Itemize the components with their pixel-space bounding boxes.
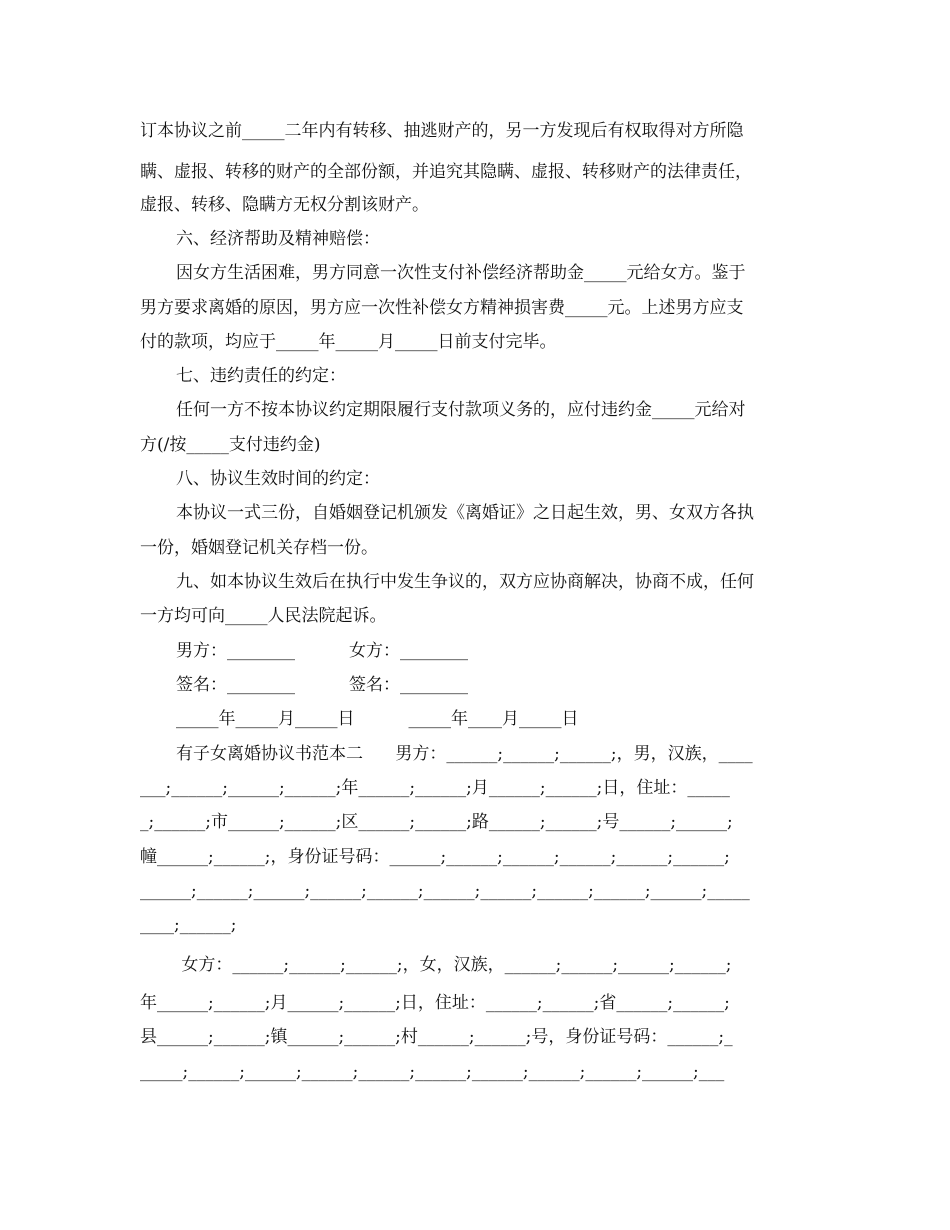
form-line: 年______;______;月______;______;日，住址：______;______;省______;______; [140,993,730,1013]
paragraph-line: 虚报、转移、隐瞒方无权分割该财产。 [140,195,429,215]
section-heading: 八、协议生效时间的约定： [176,469,380,489]
form-line: ___;______;______;______;年______;______;月______;______;日，住址：_____ [140,778,730,798]
paragraph-line: 订本协议之前_____二年内有转移、抽逃财产的，另一方发现后有权取得对方所隐 [140,121,744,141]
form-line: 县______;______;镇______;______;村______;______;号，身份证号码：______;_ [140,1027,733,1047]
signature-party-line: 男方：________ 女方：________ [176,641,469,661]
paragraph-line: 一方均可向_____人民法院起诉。 [140,606,387,626]
paragraph-line: 一份，婚姻登记机关存档一份。 [140,538,378,558]
section-heading: 七、违约责任的约定： [176,366,346,386]
template-title-line: 有子女离婚协议书范本二 男方：______;______;______;，男，汉族，____ [176,744,753,764]
form-line: 女方：______;______;______;，女，汉族，______;______;______;______; [176,955,732,975]
paragraph-line: 方(/按_____支付违约金) [140,435,321,455]
form-line: ______;______;______;______;______;______;______;______;______;______;_____ [140,881,750,901]
form-line: _;______;市______;______;区______;______;路______;______;号______;______; [140,812,733,832]
form-line: _____;______;______;______;______;______;______;______;______;______;___ [140,1062,725,1082]
section-heading: 九、如本协议生效后在执行中发生争议的，双方应协商解决，协商不成，任何 [176,572,754,592]
section-heading: 六、经济帮助及精神赔偿： [176,229,380,249]
paragraph-line: 本协议一式三份，自婚姻登记机颁发《离婚证》之日起生效，男、女双方各执 [176,503,754,523]
paragraph-line: 瞒、虚报、转移的财产的全部份额，并追究其隐瞒、虚报、转移财产的法律责任， [140,162,752,182]
paragraph-line: 任何一方不按本协议约定期限履行支付款项义务的，应付违约金_____元给对 [176,400,746,420]
form-line: 幢______;______;，身份证号码：______;______;______;______;______;______; [140,847,730,867]
signature-name-line: 签名：________ 签名：________ [176,675,469,695]
signature-date-line: _____年_____月_____日 _____年____月_____日 [176,709,579,729]
paragraph-line: 付的款项，均应于_____年_____月_____日前支付完毕。 [140,332,557,352]
paragraph-line: 因女方生活困难，男方同意一次性支付补偿经济帮助金_____元给女方。鉴于 [176,263,746,283]
form-line: ____;______; [140,915,237,935]
paragraph-line: 男方要求离婚的原因，男方应一次性补偿女方精神损害费_____元。上述男方应支 [140,298,744,318]
